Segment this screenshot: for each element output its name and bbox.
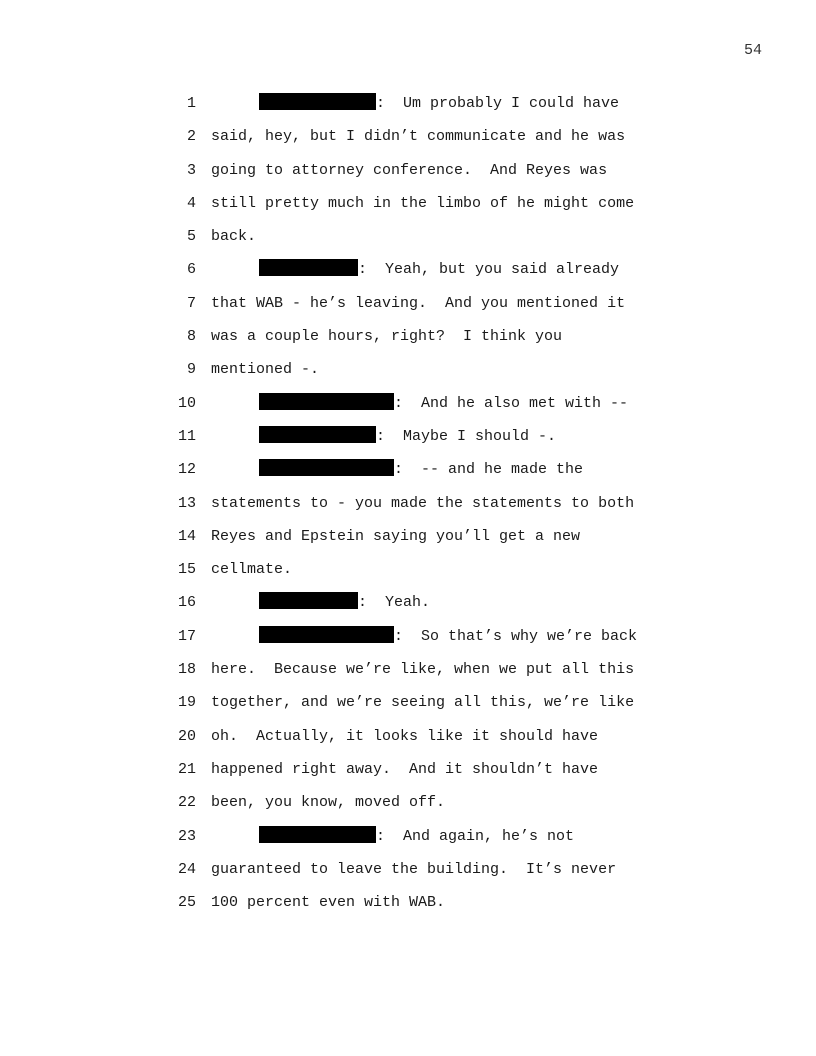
redacted-speaker-name: [259, 592, 358, 609]
speaker-line-text: [259, 387, 628, 420]
line-number: 24: [177, 860, 196, 878]
line-number: 3: [186, 161, 196, 179]
speaker-utterance: : And he also met with --: [394, 394, 629, 412]
line-number: 9: [186, 361, 196, 379]
line-text: been, you know, moved off.: [211, 794, 446, 812]
line-number: 8: [186, 328, 196, 346]
redacted-speaker-name: [259, 459, 394, 476]
transcript-line: [0, 120, 816, 153]
line-text: that WAB - he’s leaving. And you mentioned it: [211, 294, 626, 312]
line-number: 21: [177, 760, 196, 778]
line-number: 11: [177, 427, 196, 445]
speaker-line-text: [259, 253, 619, 286]
line-number: 12: [177, 461, 196, 479]
speaker-line-text: [259, 87, 619, 120]
line-number: 23: [177, 827, 196, 845]
transcript-line: [0, 187, 816, 220]
transcript-line: [0, 786, 816, 819]
line-number: 4: [186, 194, 196, 212]
line-number: 7: [186, 294, 196, 312]
transcript-line: [0, 320, 816, 353]
transcript-line: [0, 253, 816, 286]
line-text: guaranteed to leave the building. It’s never: [211, 860, 617, 878]
transcript-line: [0, 287, 816, 320]
line-text: Reyes and Epstein saying you’ll get a new: [211, 527, 581, 545]
redacted-speaker-name: [259, 259, 358, 276]
speaker-line-text: [259, 820, 574, 853]
speaker-utterance: : Um probably I could have: [376, 95, 620, 112]
line-number: 25: [177, 894, 196, 912]
speaker-utterance: : And again, he’s not: [376, 827, 575, 845]
line-text: cellmate.: [211, 561, 293, 579]
speaker-line-text: [259, 453, 583, 486]
line-number: 19: [177, 694, 196, 712]
transcript-line: [0, 220, 816, 253]
line-number: 6: [186, 261, 196, 279]
line-text: here. Because we’re like, when we put all this: [211, 661, 635, 679]
transcript-line: [0, 420, 816, 453]
line-number: 16: [177, 594, 196, 612]
transcript-line: [0, 553, 816, 586]
transcript-line: [0, 753, 816, 786]
line-number: 14: [177, 527, 196, 545]
transcript-line: [0, 87, 816, 120]
speaker-line-text: [259, 420, 556, 453]
line-number: 1: [186, 95, 196, 112]
page-number: 54: [743, 42, 762, 59]
line-number: 5: [186, 228, 196, 246]
line-text: said, hey, but I didn’t communicate and he was: [211, 128, 626, 146]
line-text: back.: [211, 228, 257, 246]
redacted-speaker-name: [259, 826, 376, 843]
line-number: 20: [177, 727, 196, 745]
transcript-line: [0, 520, 816, 553]
line-number: 22: [177, 794, 196, 812]
speaker-utterance: : So that’s why we’re back: [394, 627, 638, 645]
transcript-body: [0, 87, 816, 919]
transcript-line: [0, 886, 816, 919]
transcript-line: [0, 586, 816, 619]
line-text: still pretty much in the limbo of he might come: [211, 194, 635, 212]
line-text: 100 percent even with WAB.: [211, 894, 446, 912]
speaker-utterance: : Yeah, but you said already: [358, 261, 620, 279]
redacted-speaker-name: [259, 393, 394, 410]
speaker-utterance: : Maybe I should -.: [376, 427, 557, 445]
line-number: 15: [177, 561, 196, 579]
transcript-line: [0, 353, 816, 386]
line-text: oh. Actually, it looks like it should have: [211, 727, 599, 745]
transcript-line: [0, 853, 816, 886]
line-text: together, and we’re seeing all this, we’re like: [211, 694, 635, 712]
transcript-line: [0, 653, 816, 686]
line-number: 17: [177, 627, 196, 645]
transcript-line: [0, 820, 816, 853]
speaker-utterance: : -- and he made the: [394, 461, 584, 479]
redacted-speaker-name: [259, 93, 376, 110]
transcript-line: [0, 453, 816, 486]
transcript-line: [0, 620, 816, 653]
line-text: mentioned -.: [211, 361, 320, 379]
line-number: 2: [186, 128, 196, 146]
transcript-line: [0, 154, 816, 187]
line-number: 18: [177, 661, 196, 679]
line-text: going to attorney conference. And Reyes was: [211, 161, 608, 179]
speaker-utterance: : Yeah.: [358, 594, 431, 612]
line-number: 10: [177, 394, 196, 412]
line-text: happened right away. And it shouldn’t have: [211, 760, 599, 778]
redacted-speaker-name: [259, 626, 394, 643]
transcript-line: [0, 387, 816, 420]
transcript-line: [0, 487, 816, 520]
speaker-line-text: [259, 620, 637, 653]
transcript-line: [0, 686, 816, 719]
line-number: 13: [177, 494, 196, 512]
speaker-line-text: [259, 586, 430, 619]
line-text: was a couple hours, right? I think you: [211, 328, 563, 346]
transcript-line: [0, 720, 816, 753]
line-text: statements to - you made the statements to both: [211, 494, 635, 512]
redacted-speaker-name: [259, 426, 376, 443]
